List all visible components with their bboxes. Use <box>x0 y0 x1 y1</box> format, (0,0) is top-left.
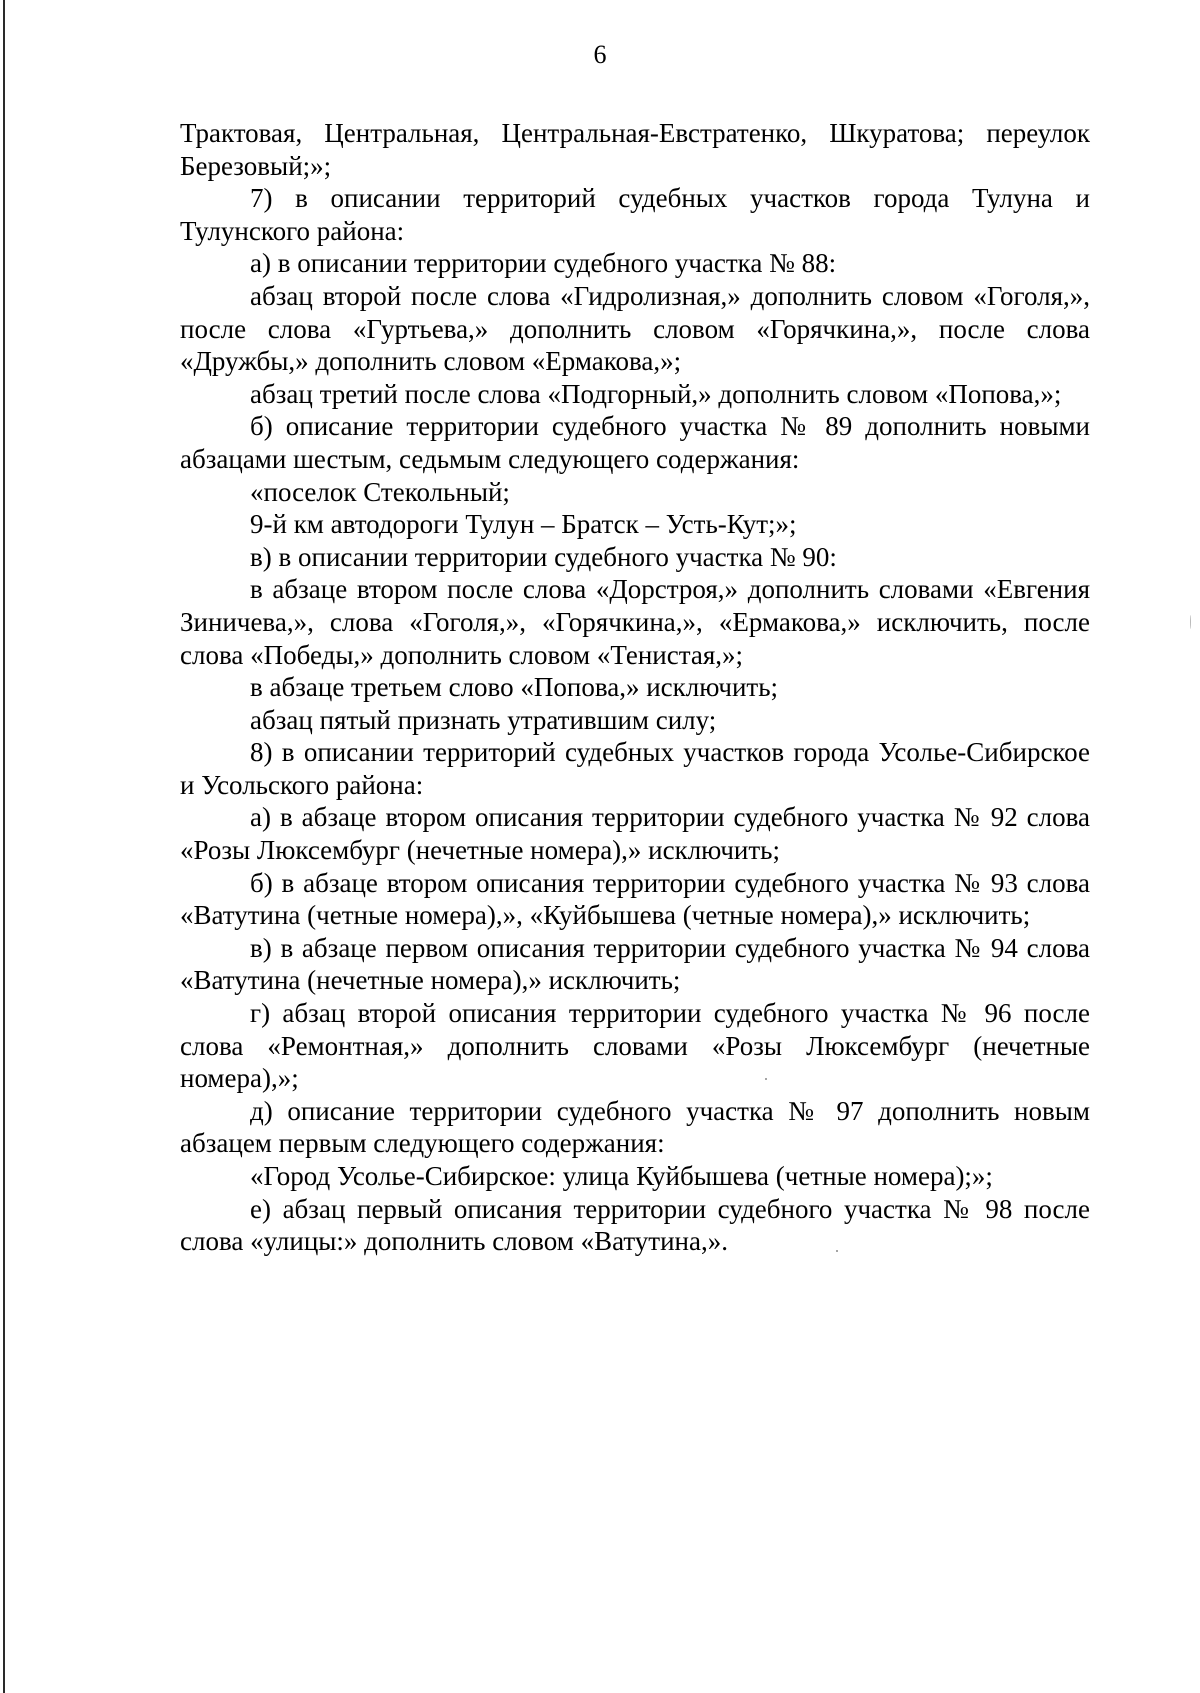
paragraph-7: «поселок Стекольный; <box>250 476 510 507</box>
paragraph-10: в абзаце втором после слова «Дорстроя,» дополнить словами «Евгения Зиничева,», слова «Гоголя,», «Горячкина,», «Ермакова,» исключить, после слова «Победы,» дополнить словом «Тенистая,»; <box>180 574 1090 670</box>
paragraph-17: г) абзац второй описания территории судебного участка № 96 после слова «Ремонтная,» дополнить словами «Розы Люксембург (нечетные номера),»; <box>180 998 1090 1094</box>
scan-edge <box>3 0 5 1693</box>
paragraph-5: абзац третий после слова «Подгорный,» дополнить словом «Попова,»; <box>250 378 1062 409</box>
paragraph-12: абзац пятый признать утратившим силу; <box>250 704 717 735</box>
paragraph-15: б) в абзаце втором описания территории судебного участка № 93 слова «Ватутина (четные номера),», «Куйбышева (четные номера),» исключить; <box>180 867 1090 931</box>
paragraph-2: 7) в описании территорий судебных участков города Тулуна и Тулунского района: <box>180 183 1090 246</box>
paragraph-14: а) в абзаце втором описания территории судебного участка № 92 слова «Розы Люксембург (нечетные номера),» исключить; <box>180 802 1090 866</box>
paragraph-19: «Город Усолье-Сибирское: улица Куйбышева (четные номера);»; <box>250 1161 993 1191</box>
paragraph-20: е) абзац первый описания территории судебного участка № 98 после слова «улицы:» дополнить словом «Ватутина,». <box>180 1193 1090 1257</box>
paragraph-16: в) в абзаце первом описания территории судебного участка № 94 слова «Ватутина (нечетные номера),» исключить; <box>180 932 1090 996</box>
paragraph-11: в абзаце третьем слово «Попова,» исключить; <box>250 672 779 703</box>
scan-mark <box>1190 615 1191 629</box>
page-number: 6 <box>593 40 607 69</box>
paragraph-9: в) в описании территории судебного участка № 90: <box>250 541 837 572</box>
document-body <box>180 117 1090 1258</box>
paragraph-18: д) описание территории судебного участка № 97 дополнить новым абзацем первым следующего содержания: <box>180 1095 1090 1159</box>
paragraph-4: абзац второй после слова «Гидролизная,» дополнить словом «Гоголя,», после слова «Гуртьева,» дополнить словом «Горячкина,», после слова «Дружбы,» дополнить словом «Ермакова,»; <box>180 280 1090 377</box>
paragraph-1: Трактовая, Центральная, Центральная-Евстратенко, Шкуратова; переулок Березовый;»; <box>180 118 1090 181</box>
paragraph-3: а) в описании территории судебного участка № 88: <box>250 248 837 279</box>
paragraph-13: 8) в описании территорий судебных участков города Усолье-Сибирское и Усольского района: <box>180 737 1090 800</box>
scan-speck <box>765 1078 767 1080</box>
paragraph-8: 9-й км автодороги Тулун – Братск – Усть-Кут;»; <box>250 509 797 540</box>
paragraph-6: б) описание территории судебного участка № 89 дополнить новыми абзацами шестым, седьмым следующего содержания: <box>180 411 1090 474</box>
scan-speck <box>836 1250 838 1252</box>
